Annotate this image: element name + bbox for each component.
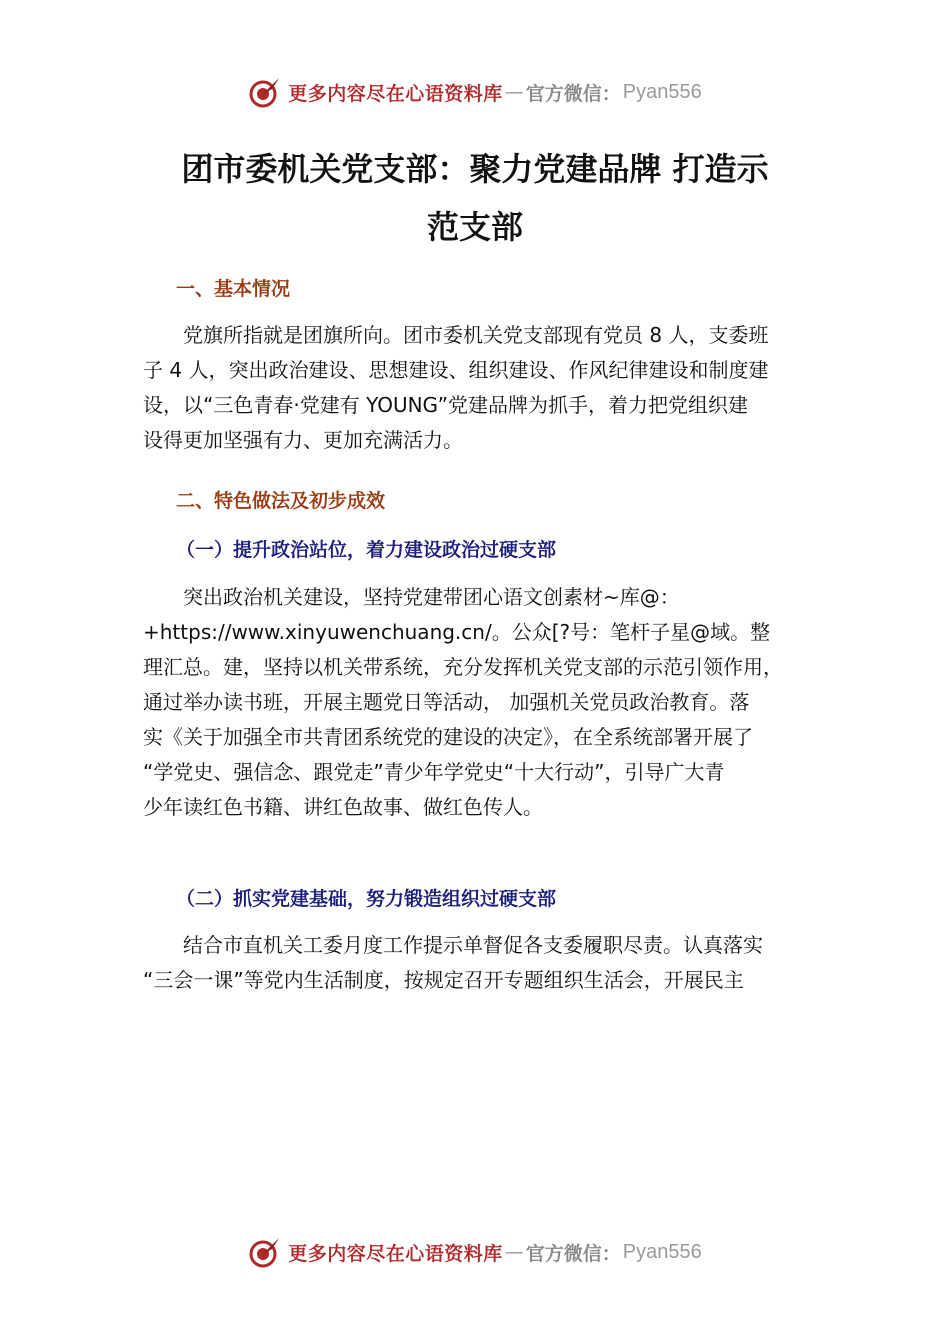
footer-banner — [0, 1232, 950, 1272]
page-title — [100, 140, 850, 256]
section-heading-basic-info: 一、基本情况 — [176, 278, 291, 300]
paragraph-political — [143, 580, 823, 825]
brand-text: 更多内容尽在心语资料库 — [288, 1242, 503, 1265]
text-line: “三会一课”等党内生活制度，按规定召开专题组织生活会，开展民主 — [143, 968, 744, 992]
text-line: “学党史、强信念、跟党走”青少年学党史“十大行动”，引导广大青 — [143, 760, 725, 784]
header-banner — [0, 72, 950, 112]
brand-dash: — — [504, 1241, 524, 1263]
paragraph-organization — [143, 928, 823, 998]
brand-text: 更多内容尽在心语资料库 — [288, 82, 503, 105]
title-line: 范支部 — [426, 208, 523, 246]
text-line: 通过举办读书班，开展主题党日等活动， 加强机关党员政治教育。落 — [143, 690, 750, 714]
official-wechat-label: 官方微信： — [525, 1242, 621, 1265]
wechat-id: Pyan556 — [622, 80, 702, 103]
text-line: 设得更加坚强有力、更加充满活力。 — [143, 428, 463, 452]
title-line: 团市委机关党支部：聚力党建品牌 打造示 — [181, 150, 769, 188]
text-line: 设，以“三色青春·党建有 YOUNG”党建品牌为抓手，着力把党组织建 — [143, 393, 748, 417]
text-line: 少年读红色书籍、讲红色故事、做红色传人。 — [143, 795, 543, 819]
quill-logo-icon — [248, 75, 282, 109]
text-line: 子 4 人，突出政治建设、思想建设、组织建设、作风纪律建设和制度建 — [143, 358, 769, 382]
quill-logo-icon — [248, 1235, 282, 1269]
brand-dash: — — [504, 81, 524, 103]
subsection-heading-organization: （二）抓实党建基础，努力锻造组织过硬支部 — [176, 888, 557, 910]
subsection-heading-political: （一）提升政治站位，着力建设政治过硬支部 — [176, 539, 557, 561]
section-heading-practices: 二、特色做法及初步成效 — [176, 490, 386, 512]
text-line: 党旗所指就是团旗所向。团市委机关党支部现有党员 8 人，支委班 — [143, 323, 769, 347]
text-line: 实《关于加强全市共青团系统党的建设的决定》，在全系统部署开展了 — [143, 725, 753, 749]
text-line: +https://www.xinyuwenchuang.cn/。公众[?号：笔杆子星@域。整 — [143, 620, 771, 644]
wechat-id: Pyan556 — [622, 1240, 702, 1263]
text-line: 结合市直机关工委月度工作提示单督促各支委履职尽责。认真落实 — [143, 933, 763, 957]
official-wechat-label: 官方微信： — [525, 82, 621, 105]
text-line: 理汇总。建，坚持以机关带系统，充分发挥机关党支部的示范引领作用， — [143, 655, 783, 679]
paragraph-basic-info — [143, 318, 823, 458]
text-line: 突出政治机关建设，坚持党建带团心语文创素材~库@： — [143, 585, 680, 609]
